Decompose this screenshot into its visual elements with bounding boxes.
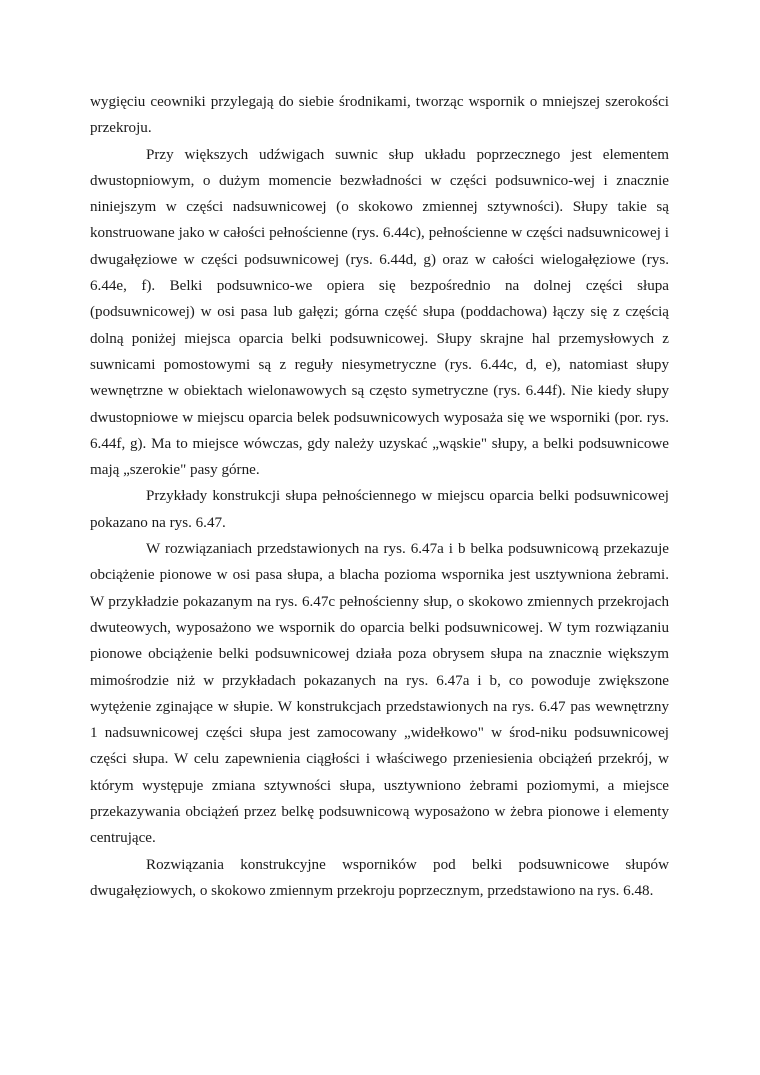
paragraph-continuation: wygięciu ceowniki przylegają do siebie środnikami, tworząc wspornik o mniejszej szerokości przekroju. <box>90 94 669 137</box>
body-text <box>90 89 669 904</box>
paragraph-brackets: Rozwiązania konstrukcyjne wsporników pod belki podsuwnicowe słupów dwugałęziowych, o skokowo zmiennym przekroju poprzecznym, przedstawiono na rys. 6.48. <box>90 856 669 899</box>
paragraph-stepped-columns: Przy większych udźwigach suwnic słup układu poprzecznego jest elementem dwustopniowym, o dużym momencie bezwładności w części podsuwnico-wej i znacznie niniejszym w części nadsuwnicowej (o skokowo zmiennej sztywności). Słupy takie są konstruowane jako w całości pełnościenne (rys. 6.44c), pełnościenne w części nadsuwnicowej i dwugałęziowe w części podsuwnicowej (rys. 6.44d, g) oraz w całości wielogałęziowe (rys. 6.44e, f). Belki podsuwnico-we opiera się bezpośrednio na dolnej części słupa (podsuwnicowej) w osi pasa lub gałęzi; górna część słupa (poddachowa) łączy się z częścią dolną poniżej miejsca oparcia belki podsuwnicowej. Słupy skrajne hal przemysłowych z suwnicami pomostowymi są z reguły niesymetryczne (rys. 6.44c, d, e), natomiast słupy wewnętrzne w obiektach wielonawowych są często symetryczne (rys. 6.44f). Nie kiedy słupy dwustopniowe w miejscu oparcia belek podsuwnicowych wyposaża się we wsporniki (por. rys. 6.44f, g). Ma to miejsce wówczas, gdy należy uzyskać „wąskie" słupy, a belki podsuwnicowe mają „szerokie" pasy górne. <box>90 146 669 479</box>
paragraph-examples: Przykłady konstrukcji słupa pełnościennego w miejscu oparcia belki podsuwnicowej pokazano na rys. 6.47. <box>90 488 669 531</box>
paragraph-solutions: W rozwiązaniach przedstawionych na rys. 6.47a i b belka podsuwnicową przekazuje obciążenie pionowe w osi pasa słupa, a blacha pozioma wspornika jest usztywniona żebrami. W przykładzie pokazanym na rys. 6.47c pełnościenny słup, o skokowo zmiennych przekrojach dwuteowych, wyposażono we wspornik do oparcia belki podsuwnicowej. W tym rozwiązaniu pionowe obciążenie belki podsuwnicowej działa poza obrysem słupa na znacznie większym mimośrodzie niż w przykładach pokazanych na rys. 6.47a i b, co powoduje zwiększone wytężenie zginające w słupie. W konstrukcjach przedstawionych na rys. 6.47 pas wewnętrzny 1 nadsuwnicowej części słupa jest zamocowany „widełkowo" w środ-niku podsuwnicowej części słupa. W celu zapewnienia ciągłości i właściwego przeniesienia obciążeń przekrój, w którym występuje zmiana sztywności słupa, usztywniono żebrami poziomymi, a miejsce przekazywania obciążeń przez belkę podsuwnicową wyposażono w żebra pionowe i elementy centrujące. <box>90 541 669 847</box>
